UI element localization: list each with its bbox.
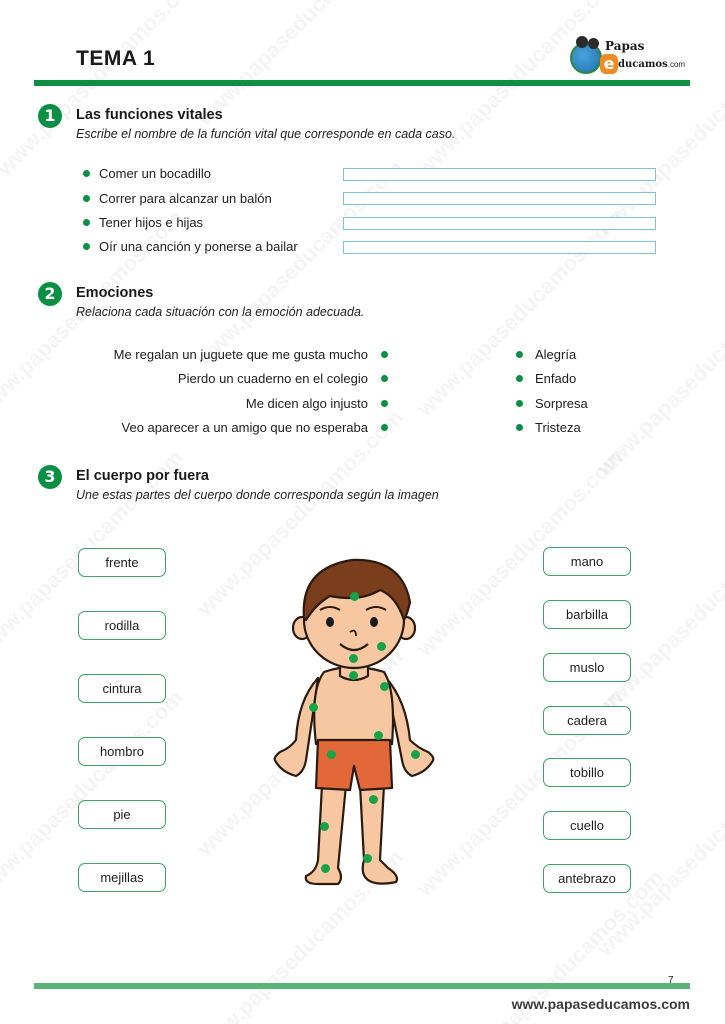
body-part-label-right[interactable]: tobillo: [543, 758, 631, 787]
body-part-label-right[interactable]: antebrazo: [543, 864, 631, 893]
situation-item: Me regalan un juguete que me gusta mucho: [113, 347, 368, 362]
body-part-label-right[interactable]: cadera: [543, 706, 631, 735]
answer-field[interactable]: [343, 192, 656, 205]
logo-text-papas: Papas: [605, 39, 645, 53]
page-number: 7: [668, 975, 674, 986]
body-part-label-right[interactable]: muslo: [543, 653, 631, 682]
section-number-badge: 2: [38, 282, 62, 306]
emotion-item: Enfado: [535, 371, 577, 386]
body-dot-foot[interactable]: [321, 864, 330, 873]
bullet-icon: [83, 170, 90, 177]
section-instructions: Relaciona cada situación con la emoción adecuada.: [76, 305, 365, 319]
bullet-icon: [83, 243, 90, 250]
body-dot-thigh[interactable]: [369, 795, 378, 804]
kid-icon: [576, 36, 588, 48]
match-dot-left[interactable]: [381, 424, 388, 431]
match-dot-left[interactable]: [381, 351, 388, 358]
match-dot-right[interactable]: [516, 424, 523, 431]
section-title: Emociones: [76, 285, 154, 301]
situation-item: Veo aparecer a un amigo que no esperaba: [121, 420, 368, 435]
emotion-item: Sorpresa: [535, 396, 588, 411]
section-title: Las funciones vitales: [76, 107, 223, 123]
vital-function-item: Oír una canción y ponerse a bailar: [99, 239, 298, 254]
emotion-item: Tristeza: [535, 420, 581, 435]
papaseducamos-logo[interactable]: [570, 36, 690, 76]
logo-text-educamos: ducamos.com: [618, 59, 686, 70]
footer-divider: [34, 983, 690, 989]
emotion-item: Alegría: [535, 347, 577, 362]
body-dot-neck[interactable]: [349, 671, 358, 680]
body-dot-hand[interactable]: [411, 750, 420, 759]
body-part-label-left[interactable]: hombro: [78, 737, 166, 766]
match-dot-right[interactable]: [516, 400, 523, 407]
body-part-label-right[interactable]: mano: [543, 547, 631, 576]
section-number-badge: 1: [38, 104, 62, 128]
section-instructions: Escribe el nombre de la función vital que corresponde en cada caso.: [76, 127, 456, 141]
body-dot-hip[interactable]: [327, 750, 336, 759]
section-instructions: Une estas partes del cuerpo donde corresponda según la imagen: [76, 488, 439, 502]
vital-function-item: Tener hijos e hijas: [99, 215, 204, 230]
bullet-icon: [83, 195, 90, 202]
situation-item: Me dicen algo injusto: [245, 396, 368, 411]
body-dot-ankle[interactable]: [363, 854, 372, 863]
section-number-badge: 3: [38, 465, 62, 489]
boy-body-illustration: [268, 550, 440, 890]
header-divider: [34, 80, 690, 86]
body-part-label-right[interactable]: barbilla: [543, 600, 631, 629]
match-dot-right[interactable]: [516, 351, 523, 358]
body-dot-knee[interactable]: [320, 822, 329, 831]
body-part-label-right[interactable]: cuello: [543, 811, 631, 840]
logo-e-badge: e: [600, 54, 618, 74]
match-dot-left[interactable]: [381, 375, 388, 382]
body-dot-chin[interactable]: [349, 654, 358, 663]
kid-icon: [588, 38, 599, 49]
section-title: El cuerpo por fuera: [76, 468, 209, 484]
footer-url-link[interactable]: www.papaseducamos.com: [511, 996, 690, 1012]
body-part-label-left[interactable]: pie: [78, 800, 166, 829]
body-part-label-left[interactable]: rodilla: [78, 611, 166, 640]
body-dot-forehead[interactable]: [350, 592, 359, 601]
bullet-icon: [83, 219, 90, 226]
body-part-label-left[interactable]: cintura: [78, 674, 166, 703]
body-dot-forearm[interactable]: [309, 703, 318, 712]
body-dot-waist[interactable]: [374, 731, 383, 740]
situation-item: Pierdo un cuaderno en el colegio: [177, 371, 368, 386]
body-part-label-left[interactable]: frente: [78, 548, 166, 577]
match-dot-left[interactable]: [381, 400, 388, 407]
body-dot-cheek[interactable]: [377, 642, 386, 651]
match-dot-right[interactable]: [516, 375, 523, 382]
page-title: TEMA 1: [76, 47, 156, 70]
answer-field[interactable]: [343, 168, 656, 181]
vital-function-item: Comer un bocadillo: [99, 166, 212, 181]
vital-function-item: Correr para alcanzar un balón: [99, 191, 272, 206]
answer-field[interactable]: [343, 241, 656, 254]
body-dot-shoulder[interactable]: [380, 682, 389, 691]
answer-field[interactable]: [343, 217, 656, 230]
body-part-label-left[interactable]: mejillas: [78, 863, 166, 892]
